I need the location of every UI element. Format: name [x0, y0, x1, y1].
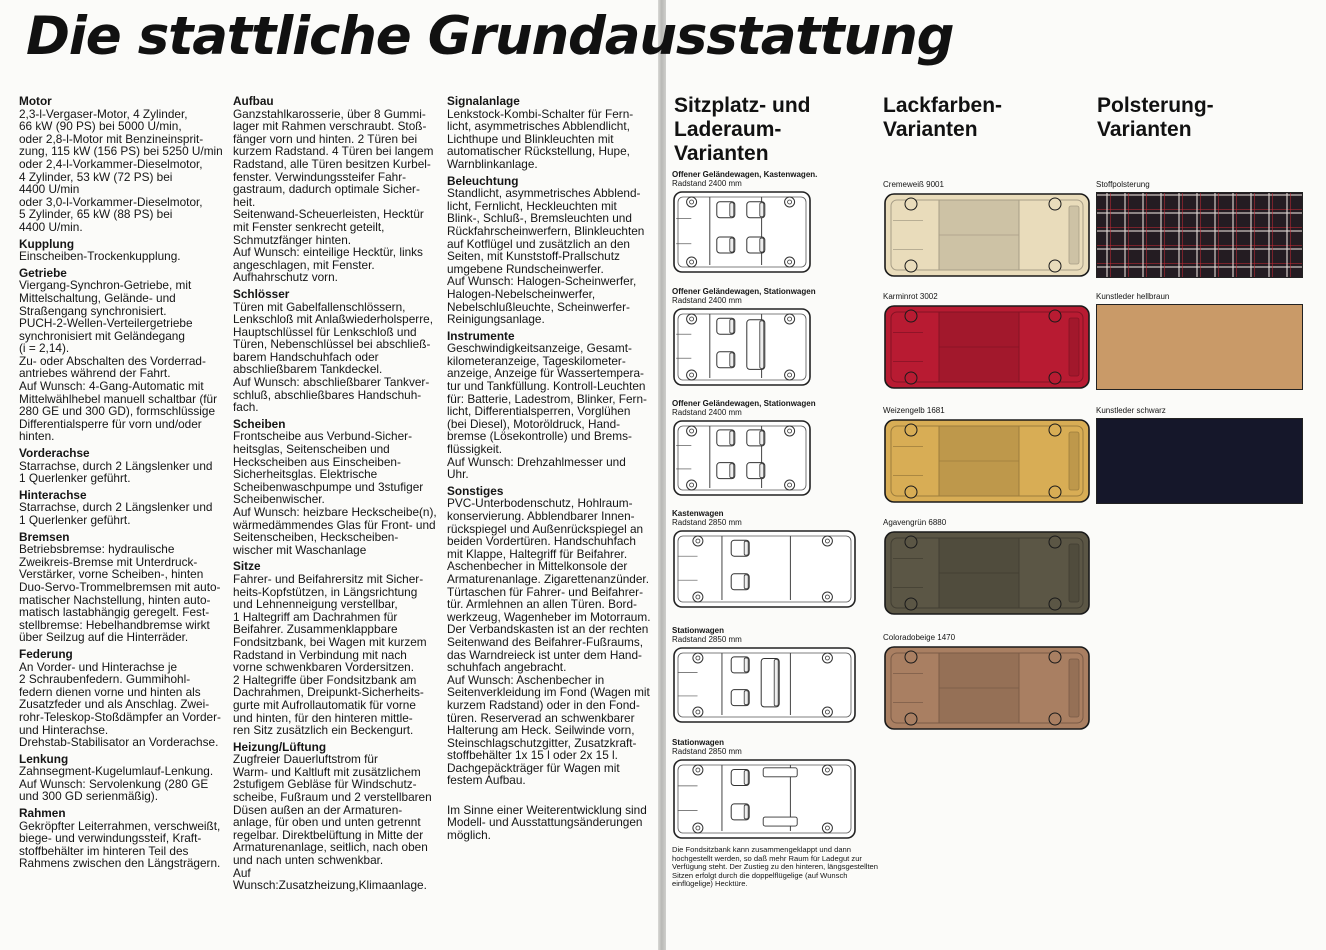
spec-section: [447, 330, 652, 481]
spec-section: [233, 418, 441, 557]
vehicle-wheelbase: Radstand 2850 mm: [672, 635, 742, 644]
spec-section: [19, 648, 224, 749]
page-gutter: [658, 0, 666, 950]
page-headline: Die stattliche Grundausstattung: [26, 6, 954, 67]
vehicle-variant: [672, 509, 874, 609]
spec-section-heading: Scheiben: [233, 416, 286, 431]
vehicle-top-view-drawing: [672, 758, 857, 840]
spec-section-text: Ganzstahlkarosserie, über 8 Gummi- lager mit Rahmen verschraubt. Stoß- fänger vorn und hinten. 2 Türen bei kurzem Radstand. 4 Türen bei langem Radstand, alle Türen besitzen Kurbel- fenster. Verwindungssteifer Fahr- gastraum, dadurch optimale Sicher- heit. Seitenwand-Scheuerleisten, Hecktür mit Fenster senkrecht geteilt, Schmutzfänger hinten. Auf Wunsch: einteilige Hecktür, links angeschlagen, mit Fenster. Aufhahrschutz vorn.: [233, 106, 434, 285]
spec-section-text: Lenkstock-Kombi-Schalter für Fern- licht, asymmetrisches Abblendlicht, Lichthupe und Blinkleuchten mit automatischer Rückstellung, Hupe, Warnblinkanlage.: [447, 106, 634, 171]
vehicle-caption: [672, 626, 874, 644]
paint-name: Agavengrün 6880: [883, 518, 947, 527]
vehicle-top-view-drawing: [672, 529, 857, 609]
spec-section-text: Betriebsbremse: hydraulische Zweikreis-Bremse mit Unterdruck- Verstärker, vorne Scheiben-, hinten Duo-Servo-Trommelbremsen mit auto- matischer Nachstellung, hinten auto- matisch lastabhängig geregelt. Fest- stellbremse: Hebelhandbremse wirkt über Seilzug auf die Hinterräder.: [19, 542, 221, 645]
upholstery-swatch: [1096, 418, 1303, 504]
spec-section: [19, 95, 224, 234]
spec-section-heading: Kupplung: [19, 236, 75, 251]
vehicle-wheelbase: Radstand 2400 mm: [672, 179, 742, 188]
spec-section: [19, 807, 224, 870]
upholstery-name: Kunstleder hellbraun: [1096, 292, 1170, 301]
spec-section-text: Zugfreier Dauerluftstrom für Warm- und Kaltluft mit zusätzlichem 2stufigem Gebläse für Windschutz- scheibe, Fußraum und 2 verstellbaren Düsen außen an der Armaturen- anlage, für oben und unten getrennt regelbar. Direktbelüftung in Mitte der Armaturenanlage, seitlich, nach oben und nach unten schwenkbar. Auf Wunsch:Zusatzheizung,Klimaanlage.: [233, 752, 432, 893]
paint-name: Karminrot 3002: [883, 292, 938, 301]
spec-section-heading: Signalanlage: [447, 94, 520, 108]
spec-section-text: An Vorder- und Hinterachse je 2 Schraubenfedern. Gummihohl- federn dienen vorne und hinten als Zusatzfeder und als Anschlag. Zwei- rohr-Teleskop-Stoßdämpfer an Vorder- und Hinterachse. Drehstab-Stabilisator an Vorderachse.: [19, 659, 221, 750]
vehicle-title: Stationwagen: [672, 626, 725, 635]
vehicle-variant: [672, 738, 874, 840]
paint-variant: [883, 518, 1091, 621]
heading-paint-variants: Lackfarben- Varianten: [883, 94, 1003, 141]
spec-section: [233, 560, 441, 736]
spec-column-3: [447, 95, 652, 845]
paint-variant: [883, 633, 1091, 736]
spec-section-heading: Getriebe: [19, 265, 67, 280]
spec-section: [19, 753, 224, 803]
upholstery-variant: [1096, 406, 1304, 504]
vehicle-wheelbase: Radstand 2400 mm: [672, 296, 742, 305]
spec-section-heading: Sonstiges: [447, 483, 504, 498]
spec-section-heading: Lenkung: [19, 751, 69, 766]
vehicle-caption: [672, 170, 874, 188]
paint-variant: [883, 180, 1091, 283]
paint-car-drawing: [883, 192, 1091, 278]
spec-section-heading: Heizung/Lüftung: [233, 739, 327, 754]
spec-section-text: Zahnsegment-Kugelumlauf-Lenkung. Auf Wunsch: Servolenkung (280 GE und 300 GD serienmäßig).: [19, 764, 214, 804]
upholstery-name: Stoffpolsterung: [1096, 180, 1150, 189]
spec-section-text: Fahrer- und Beifahrersitz mit Sicher- heits-Kopfstützen, in Längsrichtung und Lehnenneigung verstellbar, 1 Haltegriff am Dachrahmen für Beifahrer. Zusammenklappbare Fondsitzbank, bei Wagen mit kurzem Radstand in Verbindung mit nach vorne schwenkbaren Vordersitzen. 2 Haltegriffe über Fondsitzbank am Dachrahmen, Dreipunkt-Sicherheits- gurte mit Aufrollautomatik für vorne und hinten, für den hinteren mittle- ren Sitz zusätzlich ein Beckengurt.: [233, 571, 427, 738]
paint-car-drawing: [883, 418, 1091, 504]
paint-car-drawing: [883, 530, 1091, 616]
spec-section-heading: Vorderachse: [19, 446, 90, 461]
vehicle-title: Offener Geländewagen, Stationwagen: [672, 287, 816, 296]
vehicle-variant: [672, 170, 874, 274]
vehicle-wheelbase: Radstand 2400 mm: [672, 408, 742, 417]
upholstery-swatch: [1096, 192, 1303, 278]
spec-section-text: 2,3-l-Vergaser-Motor, 4 Zylinder, 66 kW (90 PS) bei 5000 U/min, oder 2,8-l-Motor mit Benzineinsprit- zung, 115 kW (156 PS) bei 5250 U/min oder 2,4-l-Vorkammer-Dieselmotor, 4 Zylinder, 53 kW (72 PS) bei 4400 U/min oder 3,0-l-Vorkammer-Dieselmotor, 5 Zylinder, 65 kW (88 PS) bei 4400 U/min.: [19, 106, 223, 234]
vehicle-top-view-drawing: [672, 419, 812, 497]
upholstery-variant: [1096, 292, 1304, 390]
paint-variant: [883, 292, 1091, 395]
paint-name: Cremeweiß 9001: [883, 180, 944, 189]
spec-section-heading: Schlösser: [233, 286, 290, 301]
vehicle-wheelbase: Radstand 2850 mm: [672, 518, 742, 527]
paint-car-drawing: [883, 304, 1091, 390]
vehicle-title: Offener Geländewagen, Stationwagen: [672, 399, 816, 408]
heading-seat-variants: Sitzplatz- und Laderaum- Varianten: [674, 94, 811, 165]
spec-section: [233, 95, 441, 284]
vehicle-variant: [672, 399, 874, 497]
spec-section-text: Viergang-Synchron-Getriebe, mit Mittelschaltung, Gelände- und Straßengang synchronisiert. PUCH-2-Wellen-Verteilergetriebe synchronisiert mit Geländegang (i = 2,14). Zu- oder Abschalten des Vorderrad- antriebes während der Fahrt. Auf Wunsch: 4-Gang-Automatic mit Mittelwählhebel manuell schaltbar (für 280 GE und 300 GD), formschlüssige Differentialsperre für vorn und/oder hinten.: [19, 278, 218, 444]
spec-section-text: Standlicht, asymmetrisches Abblend- licht, Fernlicht, Heckleuchten mit Blink-, Schluß-, Bremsleuchten und Rückfahrscheinwerfern, Blinkleuchten auf Kotflügel und zusätzlich an den Seiten, mit Kunststoff-Prallschutz umgebene Rundscheinwerfer. Auf Wunsch: Halogen-Scheinwerfer, Halogen-Nebelscheinwerfer, Nebelschlußleuchte, Scheinwerfer- Reinigungsanlage.: [447, 186, 645, 327]
seat-footnote: Die Fondsitzbank kann zusammengeklappt und dann hochgestellt werden, so daß mehr Raum für Ladegut zur Verfügung steht. Der Zustieg zu den hinteren, längsgestellten Sitzen erfolgt durch die doppelflügelige (auf Wunsch einflügelige) Hecktüre.: [672, 845, 879, 889]
vehicle-variant: [672, 626, 874, 724]
vehicle-caption: [672, 287, 874, 305]
spec-section: [447, 791, 652, 841]
upholstery-name: Kunstleder schwarz: [1096, 406, 1166, 415]
spec-section: [447, 175, 652, 326]
spec-column-2: [233, 95, 441, 896]
spec-section-heading: Beleuchtung: [447, 173, 519, 188]
spec-section-heading: Motor: [19, 94, 52, 108]
vehicle-wheelbase: Radstand 2850 mm: [672, 747, 742, 756]
vehicle-caption: [672, 738, 874, 756]
spec-section: [233, 288, 441, 414]
spec-section-text: Geschwindigkeitsanzeige, Gesamt- kilometeranzeige, Tageskilometer- anzeige, Anzeige für Wassertempera- tur und Tankfüllung. Kontroll-Leuchten für: Batterie, Ladestrom, Blinker, Fern- licht, Differentialsperren, Vorglühen (bei Diesel), Motoröldruck, Hand- bremse (Lösekontrolle) und Brems- flüssigkeit. Auf Wunsch: Drehzahlmesser und Uhr.: [447, 341, 647, 482]
vehicle-top-view-drawing: [672, 646, 857, 724]
vehicle-caption: [672, 399, 874, 417]
heading-upholstery-variants: Polsterung- Varianten: [1097, 94, 1214, 141]
vehicle-title: Offener Geländewagen, Kastenwagen.: [672, 170, 818, 179]
paint-car-drawing: [883, 645, 1091, 731]
spec-section: [447, 95, 652, 171]
upholstery-swatch: [1096, 304, 1303, 390]
spec-section-text: Einscheiben-Trockenkupplung.: [19, 249, 181, 264]
spec-section-text: Starrachse, durch 2 Längslenker und 1 Querlenker geführt.: [19, 500, 213, 527]
spec-section-heading: Rahmen: [19, 806, 66, 821]
spec-section-text: Frontscheibe aus Verbund-Sicher- heitsglas, Seitenscheiben und Heckscheiben aus Einscheiben- Sicherheitsglas. Elektrische Scheibenwaschpumpe und 3stufiger Scheibenwischer. Auf Wunsch: heizbare Heckscheibe(n), wärmedämmendes Glas für Front- und Seitenscheiben, Heckscheiben- wischer mit Waschanlage: [233, 429, 437, 557]
vehicle-variant: [672, 287, 874, 387]
vehicle-title: Kastenwagen: [672, 509, 724, 518]
spec-section: [19, 238, 224, 263]
spec-section-heading: Hinterachse: [19, 487, 87, 502]
vehicle-title: Stationwagen: [672, 738, 725, 747]
spec-section: [447, 485, 652, 787]
spec-section: [19, 531, 224, 644]
upholstery-variant: [1096, 180, 1304, 278]
spec-section-text: Im Sinne einer Weiterentwicklung sind Modell- und Ausstattungsänderungen möglich.: [447, 802, 647, 842]
spec-column-1: [19, 95, 224, 874]
vehicle-top-view-drawing: [672, 190, 812, 274]
vehicle-caption: [672, 509, 874, 527]
spec-section: [19, 489, 224, 527]
spec-section-heading: Bremsen: [19, 529, 70, 544]
paint-name: Coloradobeige 1470: [883, 633, 956, 642]
paint-name: Weizengelb 1681: [883, 406, 945, 415]
spec-section-text: Türen mit Gabelfallenschlössern, Lenkschloß mit Anlaßwiederholsperre, Hauptschlüssel für Lenkschloß und Türen, Nebenschlüssel bei abschließ- barem Handschuhfach oder abschließbarem Tankdeckel. Auf Wunsch: abschließbarer Tankver- schluß, abschließbares Handschuh- fach.: [233, 299, 433, 415]
spec-section-heading: Aufbau: [233, 94, 274, 108]
spec-section: [19, 447, 224, 485]
paint-variant: [883, 406, 1091, 509]
spec-section-text: Starrachse, durch 2 Längslenker und 1 Querlenker geführt.: [19, 458, 213, 486]
spec-section: [19, 267, 224, 443]
spec-section-heading: Sitze: [233, 559, 261, 574]
spec-section-heading: Instrumente: [447, 328, 515, 343]
spec-section: [233, 741, 441, 892]
spec-section-text: Gekröpfter Leiterrahmen, verschweißt, biege- und verwindungssteif, Kraft- stoffbehälter im hinteren Teil des Rahmens zwischen den Längsträgern.: [19, 818, 221, 871]
vehicle-top-view-drawing: [672, 307, 812, 387]
spec-section-text: PVC-Unterbodenschutz, Hohlraum- konservierung. Abblendbarer Innen- rückspiegel und Außenrückspiegel an beiden Vordertüren. Handschuhfach mit Klappe, Haltegriff für Beifahrer. Aschenbecher in Mittelkonsole der Armaturenanlage. Zigarettenanzünder. Türtaschen für Fahrer- und Beifahrer- tür. Armlehnen an allen Türen. Bord- werkzeug, Wagenheber im Motorraum. Der Verbandskasten ist an der rechten Seitenwand des Beifahrer-Fußraums, das Warndreieck ist unter dem Hand- schuhfach angebracht. Auf Wunsch: Aschenbecher in Seitenverkleidung im Fond (Wagen mit kurzem Radstand) oder in den Fond- türen. Reserverad an schwenkbarer Halterung am Heck. Seilwinde vorn, Steinschlagschutzgitter, Zusatzkraft- stoffbehälter 1x 15 l oder 2x 15 l. Dachgepäckträger für Wagen mit festem Aufbau.: [447, 496, 651, 788]
spec-section-heading: Federung: [19, 646, 73, 661]
